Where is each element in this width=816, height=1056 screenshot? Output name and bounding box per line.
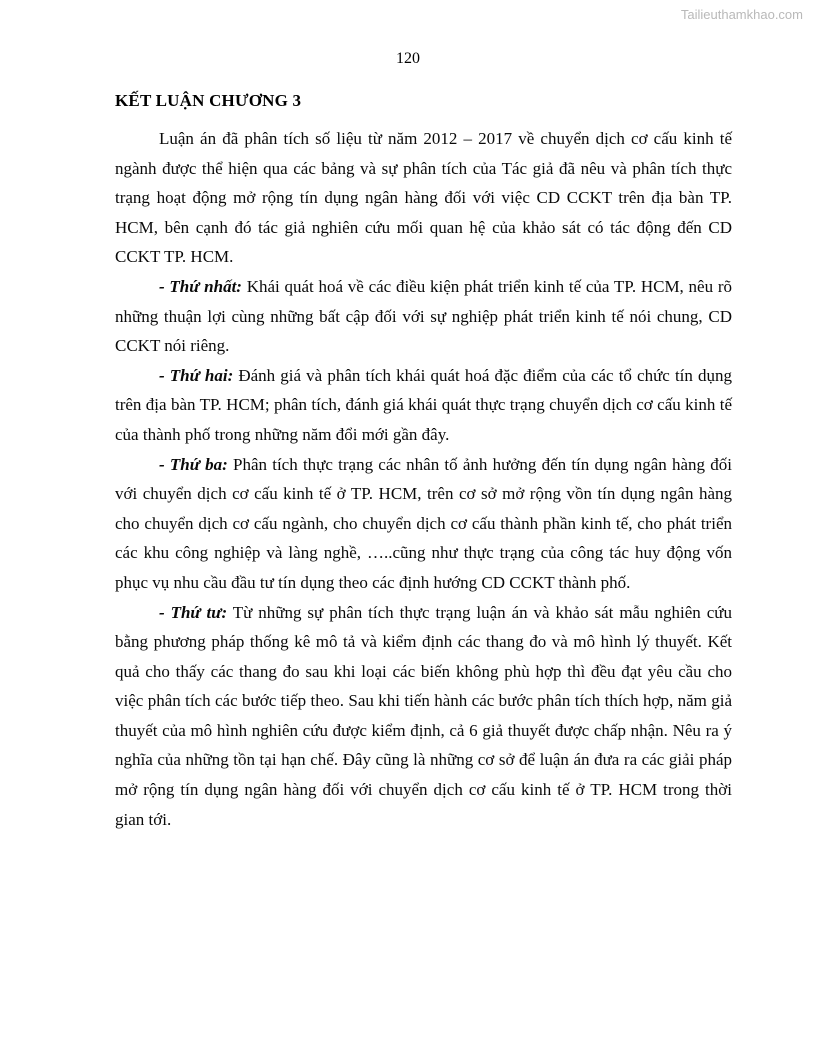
paragraph-thu-hai xyxy=(115,361,732,450)
chapter-conclusion-heading: KẾT LUẬN CHƯƠNG 3 xyxy=(115,91,302,110)
paragraph-lead: - Thứ tư: xyxy=(159,602,228,622)
page-number: 120 xyxy=(396,50,420,67)
watermark-text: Tailieuthamkhao.com xyxy=(680,7,803,22)
paragraph-lead: - Thứ ba: xyxy=(159,454,228,474)
paragraph-thu-tu xyxy=(115,598,732,835)
paragraph-text: Luận án đã phân tích số liệu từ năm 2012 – 2017 về chuyển dịch cơ cấu kinh tế ngành được thể hiện qua các bảng và sự phân tích của Tác giả đã nêu và phân tích thực trạng hoạt động mở rộng tín dụng ngân hàng đối với việc CD CCKT trên địa bàn TP. HCM, bên cạnh đó tác giả nghiên cứu mối quan hệ của khảo sát có tác động đến CD CCKT TP. HCM. xyxy=(115,129,732,267)
paragraph-intro xyxy=(115,124,732,272)
paragraph-text: Từ những sự phân tích thực trạng luận án và khảo sát mẫu nghiên cứu bằng phương pháp thống kê mô tả và kiểm định các thang đo và mô hình lý thuyết. Kết quả cho thấy các thang đo sau khi loại các biến không phù hợp thì đều đạt yêu cầu cho việc phân tích các bước tiếp theo. Sau khi tiến hành các bước phân tích thích hợp, năm giả thuyết của mô hình nghiên cứu được kiểm định, cả 6 giả thuyết được chấp nhận. Nêu ra ý nghĩa của những tồn tại hạn chế. Đây cũng là những cơ sở để luận án đưa ra các giải pháp mở rộng tín dụng ngân hàng đối với chuyển dịch cơ cấu kinh tế ở TP. HCM trong thời gian tới. xyxy=(115,602,732,829)
paragraph-lead: - Thứ hai: xyxy=(159,365,234,385)
paragraph-thu-nhat xyxy=(115,272,732,361)
paragraph-text: Đánh giá và phân tích khái quát hoá đặc điểm của các tổ chức tín dụng trên địa bàn TP. HCM; phân tích, đánh giá khái quát thực trạng chuyển dịch cơ cấu kinh tế của thành phố trong những năm đổi mới gần đây. xyxy=(115,365,732,444)
paragraph-thu-ba xyxy=(115,450,732,598)
paragraph-text: Phân tích thực trạng các nhân tố ảnh hưởng đến tín dụng ngân hàng đối với chuyển dịch cơ cấu kinh tế ở TP. HCM, trên cơ sở mở rộng vồn tín dụng ngân hàng cho chuyển dịch cơ cấu ngành, cho chuyển dịch cơ cấu thành phần kinh tế, cho phát triển các khu công nghiệp và làng nghề, …..cũng như thực trạng của công tác huy động vốn phục vụ nhu cầu đầu tư tín dụng theo các định hướng CD CCKT thành phố. xyxy=(115,454,732,592)
paragraph-lead: - Thứ nhất: xyxy=(159,276,242,296)
paragraph-text: Khái quát hoá về các điều kiện phát triển kinh tế của TP. HCM, nêu rõ những thuận lợi cùng những bất cập đối với sự nghiệp phát triển kinh tế nói chung, CD CCKT nói riêng. xyxy=(115,276,732,356)
document-content xyxy=(115,86,732,834)
